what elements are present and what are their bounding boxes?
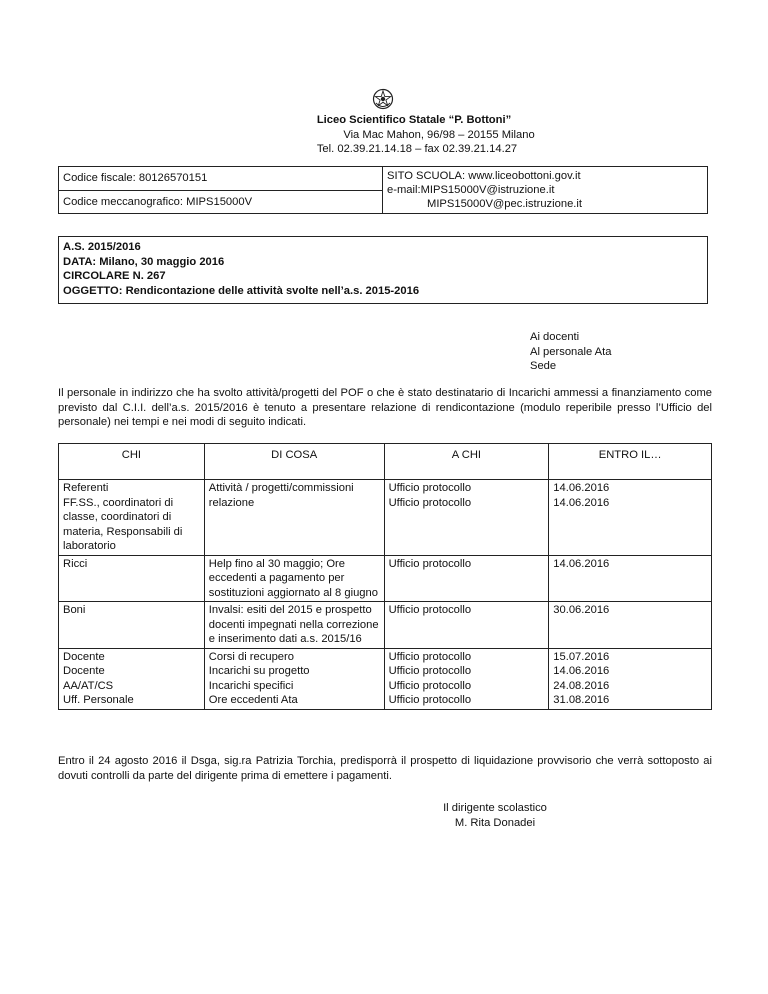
republic-emblem-icon: [372, 88, 394, 110]
school-address: Via Mac Mahon, 96/98 – 20155 Milano: [343, 128, 535, 141]
info-table: [58, 166, 708, 214]
cell-text: 15.07.2016: [553, 650, 610, 663]
school-website: SITO SCUOLA: www.liceobottoni.gov.it: [387, 170, 581, 182]
circolare-subject: OGGETTO: Rendicontazione delle attività svolte nell’a.s. 2015-2016: [63, 284, 420, 297]
cell-chi: [59, 648, 205, 709]
school-pec: MIPS15000V@pec.istruzione.it: [427, 198, 583, 210]
codice-fiscale: Codice fiscale: 80126570151: [59, 167, 383, 191]
contact-cell: [383, 167, 708, 214]
cell-entro: [549, 480, 712, 556]
cell-text: 24.08.2016: [553, 679, 610, 692]
cell-cosa: Invalsi: esiti del 2015 e prospetto docenti impegnati nella correzione e inserimento dati a.s. 2015/16: [204, 602, 384, 649]
closing-paragraph: Entro il 24 agosto 2016 il Dsga, sig.ra Patrizia Torchia, predisporrà il prospetto di liquidazione provvisorio che verrà sottoposto ai dovuti controlli da parte del dirigente prima di emettere i pagamenti.: [58, 755, 712, 782]
anno-scolastico: A.S. 2015/2016: [63, 241, 141, 253]
circolare-number: CIRCOLARE N. 267: [63, 270, 166, 282]
cell-text: Docente: [63, 665, 105, 677]
cell-text: Ufficio protocollo: [388, 665, 472, 677]
cell-a-chi: Ufficio protocollo: [384, 602, 549, 649]
cell-cosa: Help fino al 30 maggio; Ore eccedenti a pagamento per sostituzioni aggiornato al 8 giugno: [204, 555, 384, 602]
cell-entro: 30.06.2016: [549, 602, 712, 649]
cell-text: Uff. Personale: [63, 694, 134, 706]
cell-entro: 14.06.2016: [549, 555, 712, 602]
cell-chi: [59, 480, 205, 556]
cell-text: 14.06.2016: [553, 496, 610, 509]
cell-cosa: [204, 480, 384, 556]
recipient: Sede: [530, 360, 557, 372]
cell-text: Referenti: [63, 482, 109, 494]
school-name: Liceo Scientifico Statale “P. Bottoni”: [316, 114, 512, 126]
cell-chi: Boni: [59, 602, 205, 649]
codice-meccanografico: Codice meccanografico: MIPS15000V: [59, 190, 383, 214]
cell-text: Ore eccedenti Ata: [208, 694, 298, 706]
recipients: [530, 330, 611, 374]
recipient: Ai docenti: [530, 331, 580, 343]
header-a-chi: A CHI: [384, 444, 549, 480]
cell-text: Ufficio protocollo: [388, 679, 472, 692]
table-row: [59, 648, 712, 709]
cell-a-chi: [384, 480, 549, 556]
cell-text: Docente: [63, 650, 105, 663]
letterhead: [0, 113, 768, 157]
intro-paragraph: Il personale in indirizzo che ha svolto attività/progetti del POF o che è stato destinatario di Incarichi ammessi a finanziamento come previsto dal C.I.I. dell’a.s. 2015/2016 è tenuto a presentare relazione di rendicontazione (modulo reperibile presso l’Ufficio del personale) nei tempi e nei modi di seguito indicati.: [58, 387, 712, 428]
header-cosa: DI COSA: [204, 444, 384, 480]
cell-text: Incarichi su progetto: [208, 665, 310, 677]
cell-text: Ufficio protocollo: [388, 650, 472, 663]
cell-text: 14.06.2016: [553, 482, 610, 494]
circolare-date: DATA: Milano, 30 maggio 2016: [63, 255, 225, 268]
cell-text: Ufficio protocollo: [388, 496, 472, 509]
deadlines-table: [58, 443, 712, 710]
table-row: [59, 480, 712, 556]
cell-a-chi: [384, 648, 549, 709]
cell-chi: Ricci: [59, 555, 205, 602]
signature-block: [440, 801, 550, 830]
header-chi: CHI: [59, 444, 205, 480]
recipient: Al personale Ata: [530, 345, 612, 358]
cell-text: 14.06.2016: [553, 665, 610, 677]
table-row: [59, 602, 712, 649]
cell-a-chi: Ufficio protocollo: [384, 555, 549, 602]
cell-text: Ufficio protocollo: [388, 694, 472, 706]
table-row: [59, 555, 712, 602]
signature-role: Il dirigente scolastico: [443, 802, 547, 814]
header-entro: ENTRO IL…: [549, 444, 712, 480]
subject-box: [58, 236, 708, 304]
cell-text: 31.08.2016: [553, 694, 610, 706]
school-email: e-mail:MIPS15000V@istruzione.it: [387, 184, 555, 196]
signature-name: M. Rita Donadei: [454, 816, 536, 829]
cell-text: FF.SS., coordinatori di classe, coordinatori di materia, Responsabili di laboratorio: [63, 496, 183, 552]
cell-entro: [549, 648, 712, 709]
cell-cosa: [204, 648, 384, 709]
cell-text: Corsi di recupero: [208, 650, 294, 663]
cell-text: Attività / progetti/commissioni: [208, 482, 354, 494]
cell-text: Ufficio protocollo: [388, 482, 472, 494]
cell-text: relazione: [208, 496, 255, 509]
cell-text: AA/AT/CS: [63, 679, 114, 692]
school-phone: Tel. 02.39.21.14.18 – fax 02.39.21.14.27: [316, 143, 518, 155]
cell-text: Incarichi specifici: [208, 679, 294, 692]
